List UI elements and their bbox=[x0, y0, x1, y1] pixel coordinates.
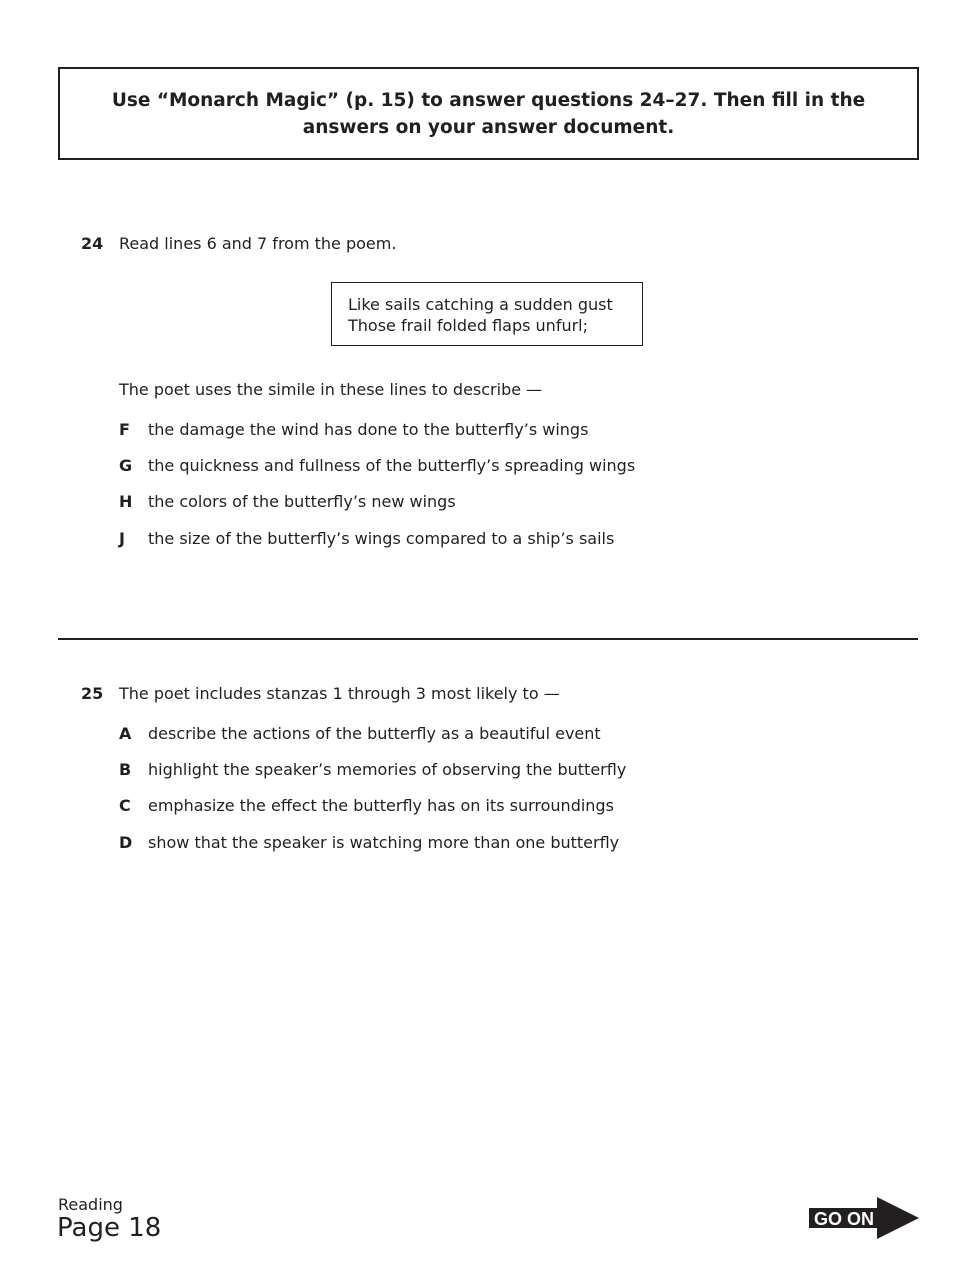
instruction-line-2: answers on your answer document. bbox=[302, 117, 675, 138]
option-g[interactable]: the quickness and fullness of the butterfly’s spreading wings bbox=[148, 456, 636, 475]
footer-subject: Reading bbox=[58, 1195, 123, 1214]
option-letter-j: J bbox=[119, 529, 125, 548]
instruction-text bbox=[60, 87, 917, 141]
option-a[interactable]: describe the actions of the butterfly as a beautiful event bbox=[148, 724, 601, 743]
poem-excerpt-box bbox=[331, 282, 643, 346]
instruction-line-1: Use “Monarch Magic” (p. 15) to answer questions 24–27. Then fill in the bbox=[111, 90, 866, 111]
instruction-box bbox=[58, 67, 919, 160]
go-on-label: GO ON bbox=[814, 1209, 875, 1229]
question-24-prompt: The poet uses the simile in these lines to describe — bbox=[119, 380, 543, 399]
option-d[interactable]: show that the speaker is watching more than one butterfly bbox=[148, 833, 620, 852]
excerpt-line-2: Those frail folded flaps unfurl; bbox=[348, 316, 588, 335]
page-number: Page 18 bbox=[57, 1213, 162, 1243]
option-letter-f: F bbox=[119, 420, 130, 439]
question-24-number: 24 bbox=[81, 234, 104, 253]
option-letter-a: A bbox=[119, 724, 132, 743]
question-24-stem: Read lines 6 and 7 from the poem. bbox=[119, 234, 397, 253]
go-on-arrow-icon bbox=[877, 1197, 919, 1239]
excerpt-line-1: Like sails catching a sudden gust bbox=[348, 295, 613, 314]
option-j[interactable]: the size of the butterfly’s wings compared to a ship’s sails bbox=[148, 529, 615, 548]
question-25-stem: The poet includes stanzas 1 through 3 most likely to — bbox=[119, 684, 560, 703]
option-c[interactable]: emphasize the effect the butterfly has on its surroundings bbox=[148, 796, 614, 815]
option-f[interactable]: the damage the wind has done to the butterfly’s wings bbox=[148, 420, 589, 439]
option-letter-b: B bbox=[119, 760, 132, 779]
option-letter-c: C bbox=[119, 796, 131, 815]
option-letter-d: D bbox=[119, 833, 133, 852]
section-divider bbox=[58, 638, 918, 640]
option-b[interactable]: highlight the speaker’s memories of observing the butterfly bbox=[148, 760, 627, 779]
option-letter-g: G bbox=[119, 456, 133, 475]
option-letter-h: H bbox=[119, 492, 133, 511]
question-25-number: 25 bbox=[81, 684, 104, 703]
option-h[interactable]: the colors of the butterfly’s new wings bbox=[148, 492, 456, 511]
go-on-arrow[interactable] bbox=[809, 1197, 919, 1239]
